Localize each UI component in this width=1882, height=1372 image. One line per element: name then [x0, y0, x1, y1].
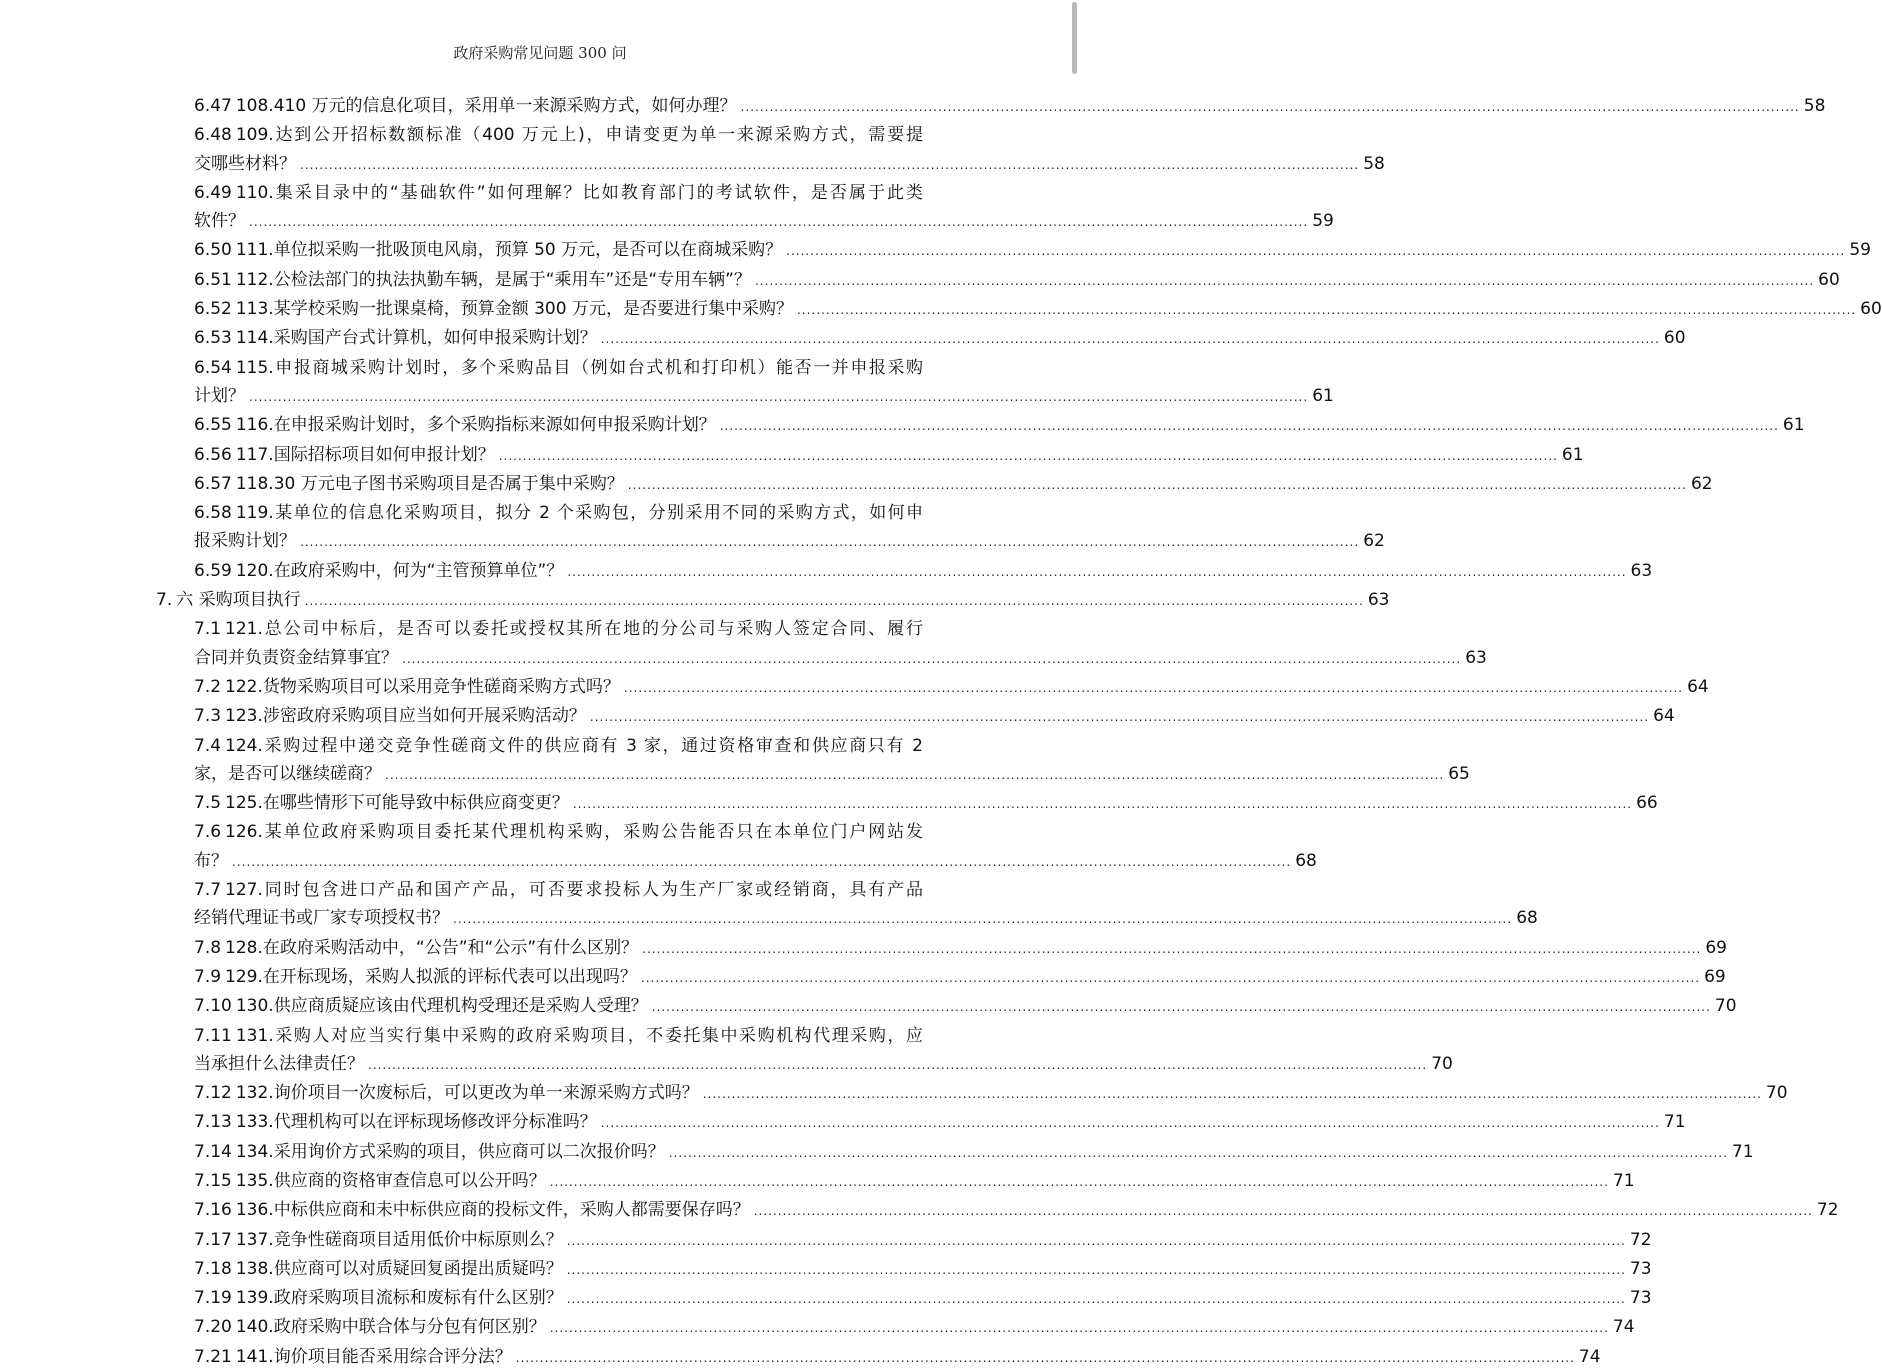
toc-entry-title: 129.在开标现场，采购人拟派的评标代表可以出现吗？ — [225, 966, 637, 987]
toc-page-number: 59 — [1312, 211, 1334, 232]
toc-entry[interactable] — [194, 818, 1317, 876]
toc-leader-dots: ............................................................................................................................................................................................................................ — [368, 1057, 1428, 1072]
toc-leader-dots: ............................................................................................................................................................................................................................ — [754, 273, 1815, 288]
toc-entry-number: 7.6 — [194, 822, 222, 843]
toc-leader-dots: ............................................................................................................................................................................................................................ — [589, 710, 1650, 725]
toc-entry-number: 6.47 — [194, 96, 232, 116]
toc-entry-title: 139.政府采购项目流标和废标有什么区别？ — [235, 1288, 563, 1309]
toc-leader-dots: ............................................................................................................................................................................................................................ — [786, 244, 1846, 259]
toc-entry-title-continued: 布？ — [194, 850, 228, 871]
toc-entry-number: 6.49 — [194, 182, 232, 203]
toc-entry-title: 111.单位拟采购一批吸顶电风扇，预算 50 万元，是否可以在商城采购？ — [235, 240, 783, 261]
toc-entry-title: 132.询价项目一次废标后，可以更改为单一来源采购方式吗？ — [235, 1083, 699, 1104]
toc-entry[interactable] — [194, 1079, 1788, 1108]
toc-entry-number: 7.15 — [194, 1170, 232, 1191]
toc-entry-number: 7.8 — [194, 937, 222, 958]
toc-entry-number: 6.59 — [194, 560, 232, 581]
toc-entry[interactable] — [194, 673, 1709, 702]
toc-entry-title-continued: 报采购计划？ — [194, 531, 296, 552]
toc-page-number: 73 — [1629, 1258, 1652, 1279]
toc-entry[interactable] — [194, 1255, 1652, 1284]
toc-entry-number: 7.13 — [194, 1112, 232, 1133]
toc-page-number: 66 — [1636, 793, 1658, 814]
toc-entry[interactable] — [194, 324, 1686, 353]
toc-entry-title: 122.货物采购项目可以采用竞争性磋商采购方式吗？ — [225, 676, 620, 697]
toc-entry-title: 116.在申报采购计划时，多个采购指标来源如何申报采购计划？ — [235, 415, 716, 436]
toc-page-number: 71 — [1731, 1141, 1754, 1162]
toc-leader-dots: ............................................................................................................................................................................................................................ — [566, 1233, 1626, 1248]
toc-entry[interactable] — [194, 1284, 1652, 1313]
toc-entry-title: 119.某单位的信息化采购项目，拟分 2 个采购包，分别采用不同的采购方式，如何申 — [235, 503, 923, 524]
toc-entry-title: 136.中标供应商和未中标供应商的投标文件，采购人都需要保存吗？ — [235, 1200, 750, 1221]
toc-leader-dots: ............................................................................................................................................................................................................................ — [385, 767, 1445, 782]
toc-entry-title: 126.某单位政府采购项目委托某代理机构采购，采购公告能否只在本单位门户网站发 — [225, 822, 923, 843]
toc-entry-title: 131.采购人对应当实行集中采购的政府采购项目，不委托集中采购机构代理采购，应 — [235, 1025, 923, 1046]
toc-leader-dots: ............................................................................................................................................................................................................................ — [719, 419, 1779, 434]
toc-entry-title-continued: 软件？ — [194, 211, 245, 232]
toc-entry[interactable] — [194, 1196, 1839, 1225]
toc-entry-number: 7.19 — [194, 1288, 232, 1309]
toc-page-number: 63 — [1465, 647, 1487, 668]
toc-entry-title-continued: 经销代理证书或厂家专项授权书？ — [194, 908, 449, 929]
toc-entry-title-continued: 当承担什么法律责任？ — [194, 1053, 364, 1074]
toc-entry-title: 137.竞争性磋商项目适用低价中标原则么？ — [235, 1229, 563, 1250]
toc-entry[interactable] — [194, 732, 1470, 790]
toc-entry[interactable] — [194, 470, 1713, 499]
toc-entry-number: 7.9 — [194, 966, 222, 987]
toc-entry[interactable] — [194, 121, 1385, 179]
toc-page-number: 68 — [1295, 850, 1317, 871]
toc-leader-dots: ............................................................................................................................................................................................................................ — [600, 332, 1660, 347]
toc-entry[interactable] — [194, 1343, 1601, 1372]
toc-entry-number: 7. — [156, 590, 173, 611]
toc-entry-number: 7.18 — [194, 1258, 232, 1279]
toc-page-number: 70 — [1431, 1053, 1453, 1074]
toc-leader-dots: ............................................................................................................................................................................................................................ — [300, 535, 1360, 550]
toc-entry-number: 7.5 — [194, 793, 222, 814]
toc-entry[interactable] — [194, 1167, 1635, 1196]
toc-entry-title: 124.采购过程中递交竞争性磋商文件的供应商有 3 家，通过资格审查和供应商只有 2 — [225, 735, 923, 756]
toc-leader-dots: ............................................................................................................................................................................................................................ — [304, 594, 1364, 609]
toc-leader-dots: ............................................................................................................................................................................................................................ — [249, 215, 1309, 230]
toc-entry[interactable] — [194, 236, 1871, 265]
toc-page-number: 60 — [1663, 328, 1686, 349]
toc-entry-number: 7.20 — [194, 1317, 232, 1338]
toc-entry-title: 118.30 万元电子图书采购项目是否属于集中采购？ — [235, 473, 624, 494]
toc-leader-dots: ............................................................................................................................................................................................................................ — [498, 448, 1558, 463]
toc-entry-number: 6.48 — [194, 125, 232, 146]
page-header-title: 政府采购常见问题 300 问 — [453, 44, 627, 62]
toc-page-number: 61 — [1312, 385, 1334, 406]
toc-page-number: 64 — [1687, 676, 1709, 697]
toc-entry-title: 134.采用询价方式采购的项目，供应商可以二次报价吗？ — [235, 1141, 665, 1162]
toc-entry-number: 7.7 — [194, 880, 222, 901]
toc-page-number: 60 — [1860, 299, 1882, 320]
toc-entry-title: 128.在政府采购活动中，“公告”和“公示”有什么区别？ — [225, 937, 639, 958]
toc-entry-title: 127.同时包含进口产品和国产产品，可否要求投标人为生产厂家或经销商，具有产品 — [225, 880, 923, 901]
toc-page-number: 70 — [1714, 996, 1737, 1017]
toc-entry-number: 7.10 — [194, 996, 232, 1017]
toc-leader-dots: ............................................................................................................................................................................................................................ — [300, 157, 1360, 172]
toc-entry-number: 7.3 — [194, 706, 222, 727]
toc-leader-dots: ............................................................................................................................................................................................................................ — [566, 1292, 1626, 1307]
toc-entry-title: 115.申报商城采购计划时，多个采购品目（例如台式机和打印机）能否一并申报采购 — [235, 357, 923, 378]
toc-entry[interactable] — [194, 499, 1385, 557]
toc-entry[interactable] — [194, 179, 1334, 237]
toc-entry-number: 6.56 — [194, 444, 232, 465]
toc-leader-dots: ............................................................................................................................................................................................................................ — [515, 1350, 1575, 1365]
toc-entry-title: 110.集采目录中的“基础软件”如何理解？比如教育部门的考试软件，是否属于此类 — [235, 182, 923, 203]
toc-entry[interactable] — [194, 934, 1727, 963]
toc-page-number: 69 — [1704, 966, 1726, 987]
toc-page-number: 72 — [1629, 1229, 1652, 1250]
toc-page-number: 61 — [1782, 415, 1805, 436]
toc-entry-title: 121.总公司中标后，是否可以委托或授权其所在地的分公司与采购人签定合同、履行 — [225, 619, 923, 640]
toc-page-number: 65 — [1448, 763, 1470, 784]
toc-leader-dots: ............................................................................................................................................................................................................................ — [453, 912, 1513, 927]
toc-leader-dots: ............................................................................................................................................................................................................................ — [249, 389, 1309, 404]
toc-entry-title: 113.某学校采购一批课桌椅，预算金额 300 万元，是否要进行集中采购？ — [235, 299, 793, 320]
toc-entry-number: 7.14 — [194, 1141, 232, 1162]
toc-section-entry[interactable] — [156, 586, 1390, 615]
toc-entry-number: 7.12 — [194, 1083, 232, 1104]
toc-entry[interactable] — [194, 92, 1826, 121]
toc-entry-title: 六 采购项目执行 — [176, 590, 301, 611]
toc-entry-number: 7.16 — [194, 1200, 232, 1221]
toc-leader-dots: ............................................................................................................................................................................................................................ — [402, 651, 1462, 666]
toc-entry[interactable] — [194, 789, 1658, 818]
toc-page-number: 74 — [1612, 1317, 1635, 1338]
scrollbar-thumb[interactable] — [1072, 2, 1077, 74]
toc-page-number: 62 — [1690, 473, 1713, 494]
toc-entry[interactable] — [194, 266, 1840, 295]
toc-page-number: 58 — [1803, 96, 1826, 116]
toc-entry-number: 7.21 — [194, 1346, 232, 1367]
toc-entry-title: 135.供应商的资格审查信息可以公开吗？ — [235, 1170, 546, 1191]
toc-entry[interactable] — [194, 992, 1737, 1021]
toc-page-number: 71 — [1663, 1112, 1686, 1133]
toc-entry[interactable] — [194, 1138, 1754, 1167]
toc-entry-title: 123.涉密政府采购项目应当如何开展采购活动？ — [225, 706, 586, 727]
toc-entry[interactable] — [194, 876, 1538, 934]
toc-entry-title: 125.在哪些情形下可能导致中标供应商变更？ — [225, 793, 569, 814]
toc-leader-dots: ............................................................................................................................................................................................................................ — [623, 680, 1684, 695]
toc-page-number: 61 — [1561, 444, 1584, 465]
toc-entry-title: 138.供应商可以对质疑回复函提出质疑吗？ — [235, 1258, 563, 1279]
toc-entry-number: 6.58 — [194, 503, 232, 524]
toc-entry-number: 7.2 — [194, 676, 222, 697]
toc-entry[interactable] — [194, 1108, 1686, 1137]
toc-entry[interactable] — [194, 441, 1584, 470]
toc-entry-title: 112.公检法部门的执法执勤车辆，是属于“乘用车”还是“专用车辆”？ — [235, 269, 751, 290]
toc-entry-number: 7.4 — [194, 735, 222, 756]
toc-page-number: 64 — [1653, 706, 1675, 727]
toc-entry-title: 141.询价项目能否采用综合评分法？ — [235, 1346, 512, 1367]
toc-entry-title: 133.代理机构可以在评标现场修改评分标准吗？ — [235, 1112, 597, 1133]
toc-page-number: 74 — [1578, 1346, 1601, 1367]
toc-entry[interactable] — [194, 963, 1726, 992]
toc-entry[interactable] — [194, 557, 1653, 586]
toc-entry-title: 108.410 万元的信息化项目，采用单一来源采购方式，如何办理？ — [235, 96, 737, 116]
toc-leader-dots: ............................................................................................................................................................................................................................ — [668, 1145, 1728, 1160]
toc-leader-dots: ............................................................................................................................................................................................................................ — [572, 797, 1633, 812]
toc-entry[interactable] — [194, 411, 1805, 440]
toc-entry[interactable] — [194, 1313, 1635, 1342]
toc-entry-number: 7.1 — [194, 619, 222, 640]
toc-leader-dots: ............................................................................................................................................................................................................................ — [796, 303, 1857, 318]
toc-page-number: 62 — [1363, 531, 1385, 552]
toc-entry[interactable] — [194, 354, 1334, 412]
toc-page-number: 63 — [1630, 560, 1653, 581]
toc-entry-title-continued: 家，是否可以继续磋商？ — [194, 763, 381, 784]
toc-leader-dots: ............................................................................................................................................................................................................................ — [642, 941, 1702, 956]
toc-entry-title-continued: 交哪些材料？ — [194, 153, 296, 174]
toc-page-number: 69 — [1705, 937, 1727, 958]
table-of-contents — [0, 92, 1882, 1372]
toc-entry-number: 6.53 — [194, 328, 232, 349]
toc-entry[interactable] — [194, 702, 1675, 731]
toc-entry-number: 6.50 — [194, 240, 232, 261]
toc-entry-number: 6.51 — [194, 269, 232, 290]
toc-leader-dots: ............................................................................................................................................................................................................................ — [702, 1087, 1762, 1102]
toc-page-number: 58 — [1363, 153, 1385, 174]
toc-page-number: 68 — [1516, 908, 1538, 929]
toc-page-number: 59 — [1849, 240, 1871, 261]
toc-entry-number: 6.57 — [194, 473, 232, 494]
toc-leader-dots: ............................................................................................................................................................................................................................ — [627, 477, 1687, 492]
toc-entry[interactable] — [194, 1226, 1652, 1255]
toc-page-number: 63 — [1367, 590, 1390, 611]
toc-entry-number: 7.17 — [194, 1229, 232, 1250]
toc-entry-number: 6.55 — [194, 415, 232, 436]
toc-entry[interactable] — [194, 295, 1882, 324]
toc-entry-title: 130.供应商质疑应该由代理机构受理还是采购人受理？ — [235, 996, 648, 1017]
toc-page-number: 71 — [1612, 1170, 1635, 1191]
toc-leader-dots: ............................................................................................................................................................................................................................ — [740, 100, 1800, 114]
toc-leader-dots: ............................................................................................................................................................................................................................ — [549, 1174, 1609, 1189]
toc-page-number: 73 — [1629, 1288, 1652, 1309]
toc-leader-dots: ............................................................................................................................................................................................................................ — [640, 970, 1701, 985]
toc-leader-dots: ............................................................................................................................................................................................................................ — [567, 564, 1627, 579]
toc-leader-dots: ............................................................................................................................................................................................................................ — [549, 1321, 1609, 1336]
toc-entry[interactable] — [194, 1022, 1453, 1080]
toc-entry-title: 117.国际招标项目如何申报计划？ — [235, 444, 495, 465]
toc-page-number: 60 — [1818, 269, 1840, 290]
toc-entry-title-continued: 计划？ — [194, 385, 245, 406]
toc-entry[interactable] — [194, 615, 1487, 673]
toc-entry-title-continued: 合同并负责资金结算事宜？ — [194, 647, 398, 668]
toc-leader-dots: ............................................................................................................................................................................................................................ — [651, 1000, 1711, 1015]
toc-leader-dots: ............................................................................................................................................................................................................................ — [753, 1204, 1813, 1219]
toc-entry-number: 6.54 — [194, 357, 232, 378]
toc-entry-title: 120.在政府采购中，何为“主管预算单位”？ — [235, 560, 564, 581]
toc-leader-dots: ............................................................................................................................................................................................................................ — [566, 1262, 1626, 1277]
toc-entry-title: 109.达到公开招标数额标准（400 万元上)，申请变更为单一来源采购方式，需要提 — [235, 125, 923, 146]
toc-entry-title: 114.采购国产台式计算机，如何申报采购计划？ — [235, 328, 597, 349]
toc-entry-title: 140.政府采购中联合体与分包有何区别？ — [235, 1317, 546, 1338]
toc-entry-number: 7.11 — [194, 1025, 232, 1046]
toc-leader-dots: ............................................................................................................................................................................................................................ — [232, 854, 1292, 869]
toc-page-number: 70 — [1765, 1083, 1788, 1104]
toc-page-number: 72 — [1816, 1200, 1839, 1221]
toc-entry-number: 6.52 — [194, 299, 232, 320]
toc-leader-dots: ............................................................................................................................................................................................................................ — [600, 1116, 1660, 1131]
